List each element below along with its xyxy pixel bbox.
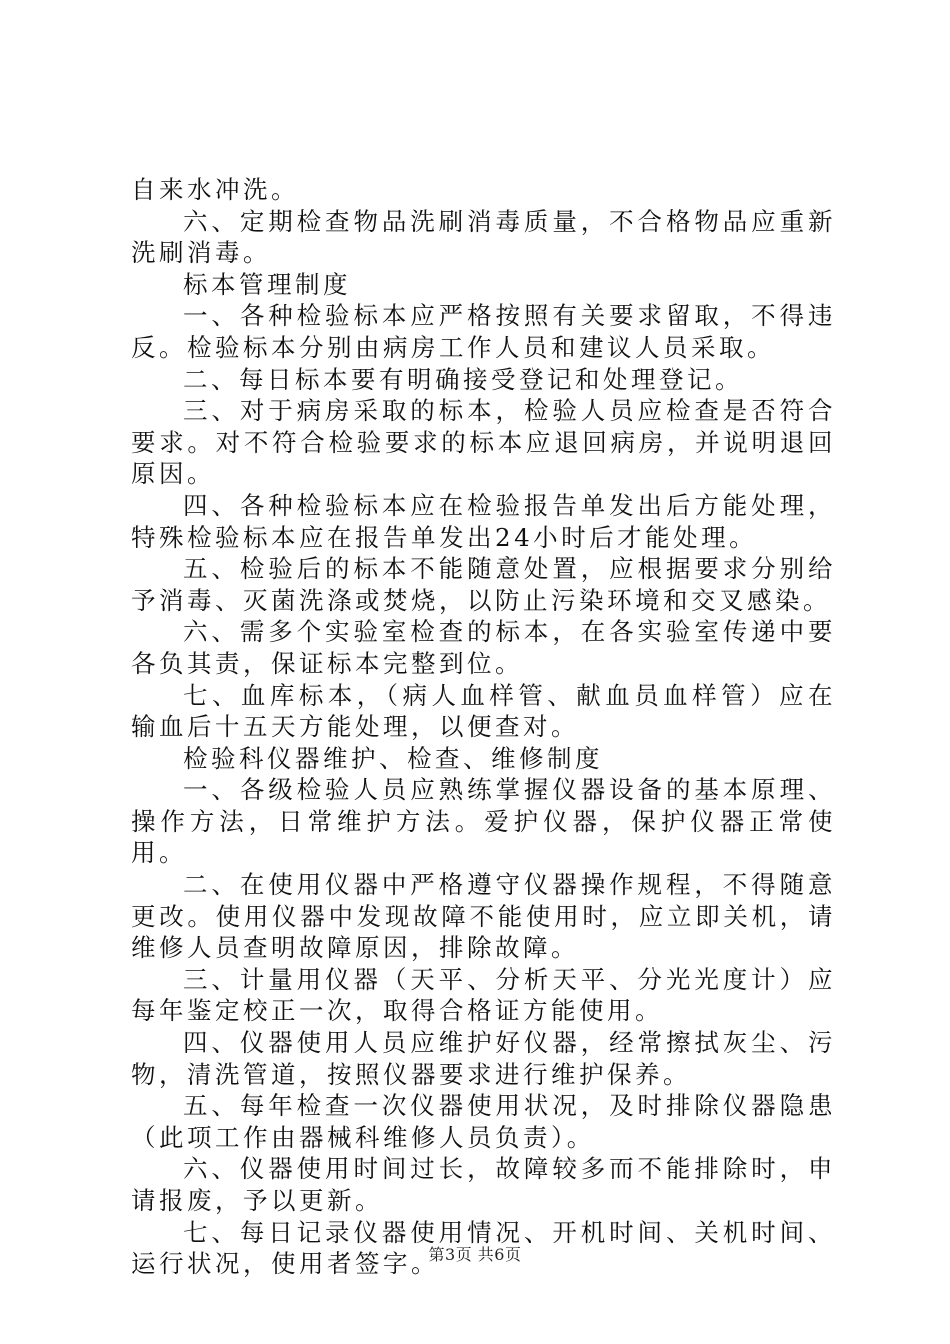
- paragraph: 五、检验后的标本不能随意处置，应根据要求分别给予消毒、灭菌洗涤或焚烧，以防止污染环境和交叉感染。: [131, 554, 836, 615]
- paragraph: 七、每日记录仪器使用情况、开机时间、关机时间、运行状况，使用者签字。: [131, 1217, 836, 1279]
- paragraph: 二、每日标本要有明确接受登记和处理登记。: [183, 364, 743, 394]
- section-heading: 标本管理制度: [183, 269, 351, 299]
- paragraph: 五、每年检查一次仪器使用状况，及时排除仪器隐患（此项工作由器械科维修人员负责）。: [131, 1091, 836, 1152]
- paragraph: 七、血库标本，（病人血样管、献血员血样管）应在输血后十五天方能处理，以便查对。: [131, 680, 836, 742]
- paragraph: 六、需多个实验室检查的标本，在各实验室传递中要各负其责，保证标本完整到位。: [131, 617, 836, 678]
- paragraph: 四、各种检验标本应在检验报告单发出后方能处理，特殊检验标本应在报告单发出24小时后才能处理。: [131, 490, 836, 552]
- paragraph: 四、仪器使用人员应维护好仪器，经常擦拭灰尘、污物，清洗管道，按照仪器要求进行维护保养。: [131, 1028, 836, 1089]
- paragraph: 三、对于病房采取的标本，检验人员应检查是否符合要求。对不符合检验要求的标本应退回病房，并说明退回原因。: [131, 396, 836, 489]
- section-heading: 检验科仪器维护、检查、维修制度: [183, 743, 603, 773]
- paragraph: 一、各种检验标本应严格按照有关要求留取，不得违反。检验标本分别由病房工作人员和建议人员采取。: [131, 301, 836, 362]
- paragraph: 三、计量用仪器（天平、分析天平、分光光度计）应每年鉴定校正一次，取得合格证方能使用。: [131, 964, 836, 1026]
- paragraph: 六、仪器使用时间过长，故障较多而不能排除时，申请报废，予以更新。: [131, 1154, 836, 1215]
- document-body: [131, 174, 836, 1280]
- paragraph: 自来水冲洗。: [131, 175, 299, 204]
- paragraph: 二、在使用仪器中严格遵守仪器操作规程，不得随意更改。使用仪器中发现故障不能使用时，应立即关机，请维修人员查明故障原因，排除故障。: [131, 870, 836, 963]
- page-number-footer: 第3页 共6页: [428, 1245, 522, 1264]
- paragraph: 六、定期检查物品洗刷消毒质量，不合格物品应重新洗刷消毒。: [131, 206, 836, 268]
- paragraph: 一、各级检验人员应熟练掌握仪器设备的基本原理、操作方法，日常维护方法。爱护仪器，保护仪器正常使用。: [131, 775, 836, 868]
